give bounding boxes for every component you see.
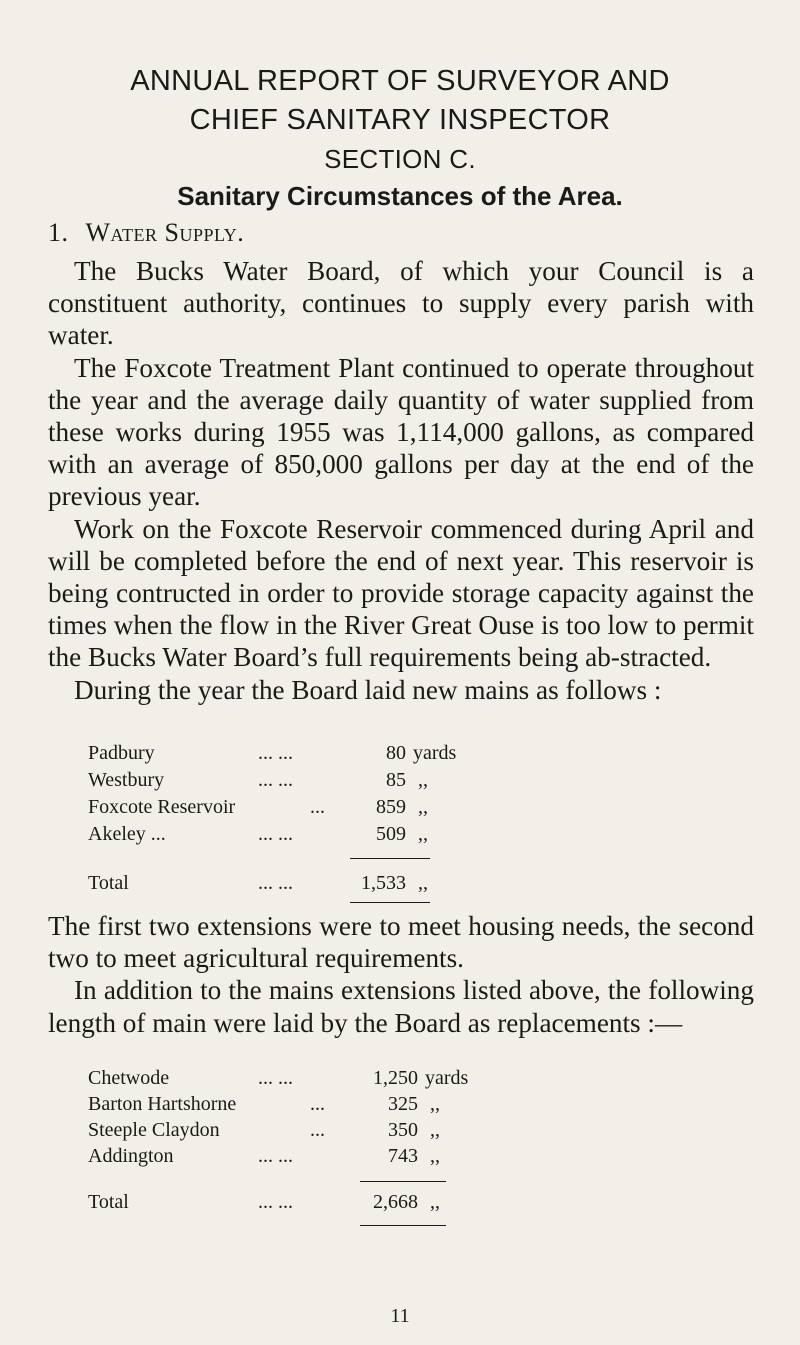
section-subtitle: Sanitary Circumstances of the Area. — [177, 181, 623, 211]
report-title-line-1: ANNUAL REPORT OF SURVEYOR AND — [130, 65, 670, 97]
leader-dots: ... — [310, 796, 325, 818]
section-heading: SECTION C. — [324, 144, 476, 174]
leader-dots: ... ... — [258, 1145, 293, 1167]
item-heading — [48, 218, 244, 248]
length-unit: ,, — [430, 1191, 440, 1213]
paragraph-3: Work on the Foxcote Reservoir commenced during April and will be completed before the end of next year. This reservoir is being contructed in order to provide storage capacity against the times when the flow in the River Great Ouse is too low to permit the Bucks Water Board’s full requirements being ab-stracted. — [48, 513, 754, 673]
length-unit: ,, — [418, 796, 428, 818]
total-value: 2,668 — [373, 1191, 418, 1213]
paragraph-4: During the year the Board laid new mains as follows : — [74, 674, 662, 705]
length-value: 85 — [386, 769, 406, 791]
place-name: Foxcote Reservoir — [88, 796, 236, 818]
paragraph-6: In addition to the mains extensions listed above, the following length of main were laid by the Board as replacements :— — [48, 975, 754, 1038]
length-unit: ,, — [418, 823, 428, 845]
length-value: 1,250 — [373, 1067, 418, 1089]
leader-dots: ... ... — [258, 1067, 293, 1089]
page-number: 11 — [390, 1305, 410, 1327]
body-text-block-1 — [48, 255, 754, 706]
paragraph-2: The Foxcote Treatment Plant continued to operate throughout the year and the average daily quantity of water supplied from these works during 1955 was 1,114,000 gallons, as compared with an average of 850,000 gallons per day at the end of the previous year. — [48, 352, 754, 512]
leader-dots: ... ... — [258, 872, 293, 894]
total-rule-bottom — [350, 902, 430, 903]
paragraph-5: The first two extensions were to meet housing needs, the second two to meet agricultural requirements. — [48, 911, 754, 974]
item-title: Water Supply. — [85, 218, 245, 247]
place-name: Westbury — [88, 769, 165, 791]
length-value: 80 — [386, 742, 406, 764]
length-unit: ,, — [430, 1119, 440, 1141]
length-value: 325 — [388, 1093, 418, 1115]
item-number: 1. — [48, 218, 69, 247]
place-name: Padbury — [88, 742, 155, 764]
place-name: Barton Hartshorne — [88, 1093, 237, 1115]
length-unit: ,, — [418, 872, 428, 894]
place-name: Steeple Claydon — [88, 1119, 220, 1141]
length-unit: yards — [413, 742, 457, 764]
total-label: Total — [88, 872, 129, 894]
length-value: 859 — [376, 796, 406, 818]
total-label: Total — [88, 1191, 129, 1213]
place-name: Chetwode — [88, 1067, 170, 1089]
length-unit: ,, — [430, 1093, 440, 1115]
leader-dots: ... ... — [258, 1191, 293, 1213]
length-value: 509 — [376, 823, 406, 845]
place-name: Akeley ... — [88, 823, 166, 845]
report-title-line-2: CHIEF SANITARY INSPECTOR — [189, 104, 611, 136]
leader-dots: ... — [310, 1119, 325, 1141]
leader-dots: ... ... — [258, 742, 293, 764]
length-unit: yards — [425, 1067, 469, 1089]
place-name: Addington — [88, 1145, 174, 1167]
length-unit: ,, — [418, 769, 428, 791]
length-unit: ,, — [430, 1145, 440, 1167]
length-value: 743 — [388, 1145, 418, 1167]
total-rule-top — [350, 858, 430, 859]
total-value: 1,533 — [361, 872, 406, 894]
leader-dots: ... ... — [258, 769, 293, 791]
total-rule-top — [360, 1181, 446, 1182]
paragraph-1: The Bucks Water Board, of which your Council is a constituent authority, continues to supply every parish with water. — [48, 256, 754, 351]
leader-dots: ... ... — [258, 823, 293, 845]
total-rule-bottom — [360, 1225, 446, 1226]
body-text-block-2 — [48, 910, 754, 1039]
length-value: 350 — [388, 1119, 418, 1141]
leader-dots: ... — [310, 1093, 325, 1115]
